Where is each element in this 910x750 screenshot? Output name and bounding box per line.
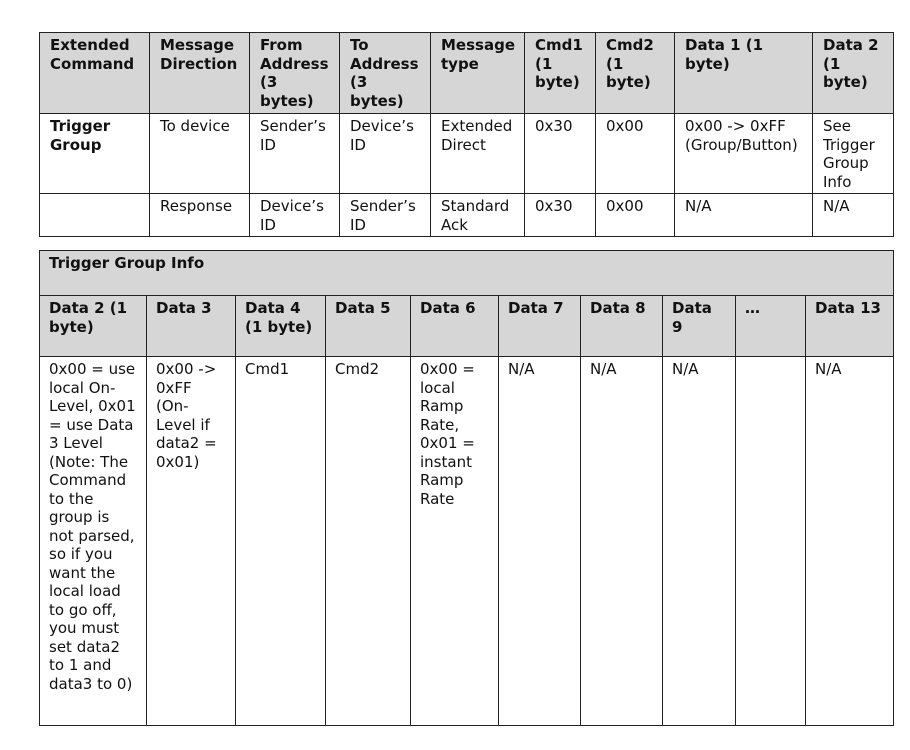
table-cell: 0x00 [596,114,675,194]
table-cell: See Trigger Group Info [813,114,894,194]
header-cell: Data 2 (1 byte) [813,33,894,114]
header-cell: … [736,296,806,357]
table-title: Trigger Group Info [40,251,894,296]
header-cell: Data 7 [499,296,581,357]
table-row [40,357,894,726]
header-cell: Data 1 (1 byte) [675,33,813,114]
header-cell: Data 5 [326,296,411,357]
table-title-row [40,251,894,296]
table-cell: N/A [813,194,894,237]
table-cell: N/A [499,357,581,726]
table-cell: Extended Direct [431,114,525,194]
table-cell: Trigger Group [40,114,150,194]
table-cell: Standard Ack [431,194,525,237]
header-cell: Data 9 [663,296,736,357]
header-cell: Cmd2 (1 byte) [596,33,675,114]
table-cell: Device’s ID [250,194,340,237]
table-cell: 0x00 = local Ramp Rate, 0x01 = instant Ramp Rate [411,357,499,726]
table-cell: N/A [806,357,894,726]
table-cell: Sender’s ID [340,194,431,237]
header-cell: Data 6 [411,296,499,357]
header-cell: Message type [431,33,525,114]
table-cell: 0x30 [525,194,596,237]
header-cell: From Address (3 bytes) [250,33,340,114]
table-cell [736,357,806,726]
header-cell: Extended Command [40,33,150,114]
table-cell [40,194,150,237]
table-cell: N/A [663,357,736,726]
table-header-row [40,33,894,114]
table-cell: To device [150,114,250,194]
table-cell: 0x30 [525,114,596,194]
table-cell: N/A [581,357,663,726]
table-cell: Cmd1 [236,357,326,726]
extended-command-table [39,32,894,237]
table-row [40,194,894,237]
table-cell: 0x00 -> 0xFF (On-Level if data2 = 0x01) [147,357,236,726]
header-cell: Message Direction [150,33,250,114]
header-cell: Data 4 (1 byte) [236,296,326,357]
header-cell: To Address (3 bytes) [340,33,431,114]
table-row [40,114,894,194]
header-cell: Cmd1 (1 byte) [525,33,596,114]
header-cell: Data 13 [806,296,894,357]
table-cell: 0x00 = use local On-Level, 0x01 = use Data 3 Level (Note: The Command to the group is not parsed, so if you want the local load to go off, you must set data2 to 1 and data3 to 0) [40,357,147,726]
trigger-group-info-table [39,250,894,726]
table-cell: 0x00 -> 0xFF (Group/Button) [675,114,813,194]
header-cell: Data 2 (1 byte) [40,296,147,357]
table-cell: N/A [675,194,813,237]
table-cell: Sender’s ID [250,114,340,194]
table-cell: Cmd2 [326,357,411,726]
header-cell: Data 8 [581,296,663,357]
table-cell: 0x00 [596,194,675,237]
table-cell: Response [150,194,250,237]
table-cell: Device’s ID [340,114,431,194]
header-cell: Data 3 [147,296,236,357]
table-header-row [40,296,894,357]
